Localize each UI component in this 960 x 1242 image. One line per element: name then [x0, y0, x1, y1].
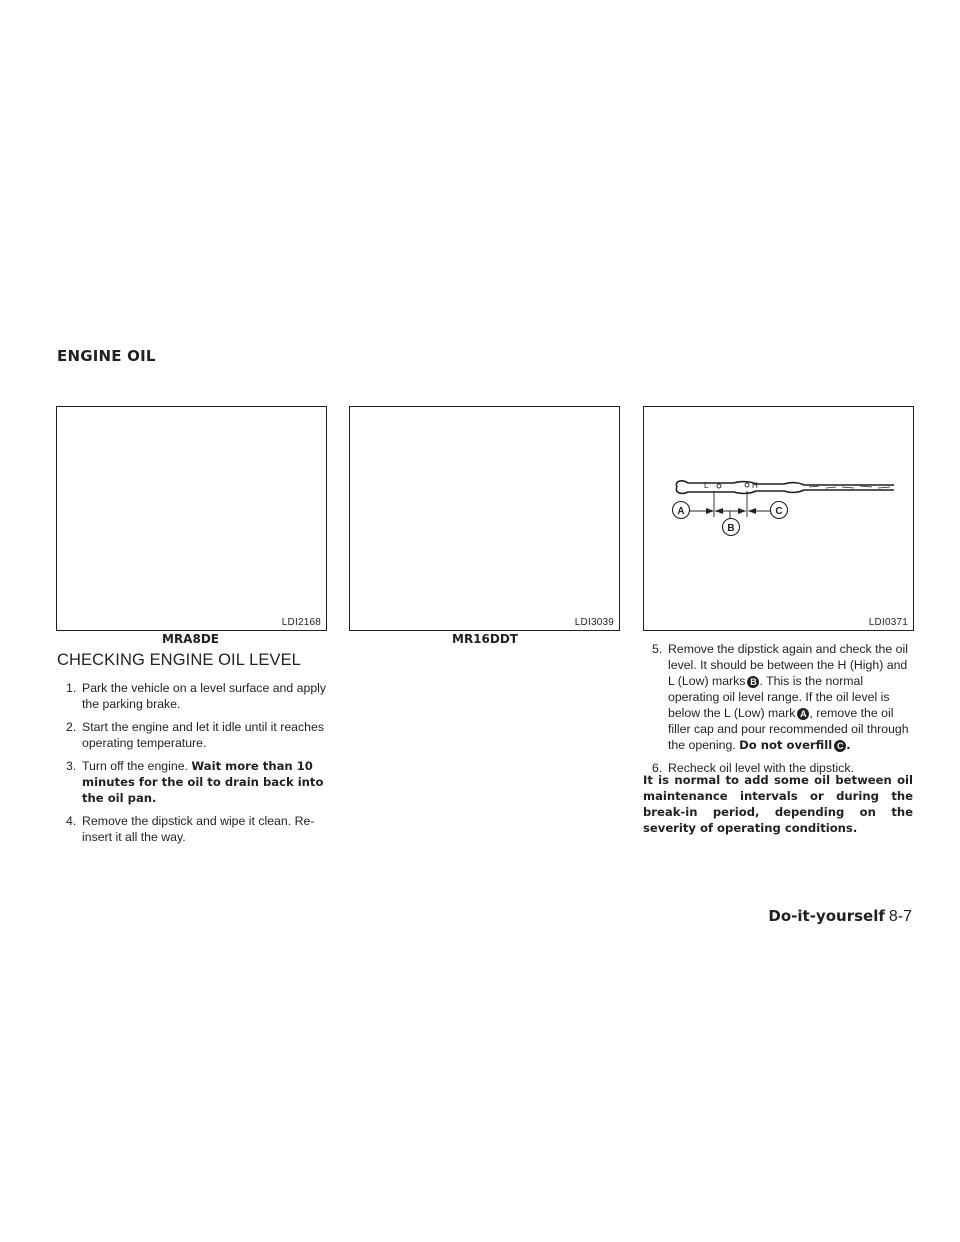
dipstick-texture	[809, 486, 890, 488]
figure-dipstick	[643, 406, 914, 631]
arrow-c-head	[748, 508, 756, 514]
callout-c-label: C	[775, 506, 783, 517]
list-item: 4. Remove the dipstick and wipe it clean. Re-insert it all the way.	[66, 814, 315, 844]
figure-caption-mra8de: MRA8DE	[162, 632, 219, 646]
steps-list-left	[57, 680, 327, 852]
figure-mra8de	[56, 406, 327, 631]
page-footer	[768, 907, 912, 926]
figure-code: LDI3039	[574, 617, 614, 628]
list-item: 2. Start the engine and let it idle until it reaches operating temperature.	[66, 720, 324, 750]
figure-code: LDI2168	[281, 617, 321, 628]
callout-a-badge: A	[797, 708, 809, 720]
figure-mr16ddt	[349, 406, 620, 631]
subheading: CHECKING ENGINE OIL LEVEL	[57, 651, 301, 669]
steps-list-right	[643, 641, 915, 783]
section-title: ENGINE OIL	[57, 347, 156, 365]
callout-c-badge: C	[834, 740, 846, 752]
footer-section: Do-it-yourself	[768, 907, 885, 925]
page-number: 8-7	[888, 908, 912, 925]
dipstick-low-hole	[717, 484, 721, 488]
oil-note: It is normal to add some oil between oil maintenance intervals or during the break-in period, depending on the severity of operating conditions.	[643, 773, 913, 835]
list-item: 6. Recheck oil level with the dipstick.	[652, 761, 854, 775]
dipstick-blade-lower	[676, 487, 894, 493]
list-item: 3. Turn off the engine. Wait more than 10 minutes for the oil to drain back into the oil pan.	[66, 759, 324, 805]
callout-b-badge: B	[747, 676, 759, 688]
dipstick-high-hole	[745, 483, 749, 487]
figure-caption-mr16ddt: MR16DDT	[452, 632, 518, 646]
callout-a-label: A	[677, 506, 685, 517]
arrow-a-head	[706, 508, 714, 514]
dipstick-high-label: H	[752, 481, 758, 490]
arrow-b-head-left	[715, 508, 723, 514]
figure-code: LDI0371	[868, 617, 908, 628]
callout-b-label: B	[727, 523, 735, 534]
list-item: 5. Remove the dipstick again and check the oil level. It should be between the H (High) and L (Low) marks B . This is the normal operating oil level range. If the oil level is below the L (Low) mark A , remove the oil filler cap and pour recommended oil through the opening. Do not overfill C .	[652, 642, 909, 752]
arrow-b-head-right	[738, 508, 746, 514]
dipstick-low-label: L	[704, 481, 709, 490]
list-item: 1. Park the vehicle on a level surface and apply the parking brake.	[66, 681, 327, 711]
dipstick-illustration	[644, 407, 913, 617]
